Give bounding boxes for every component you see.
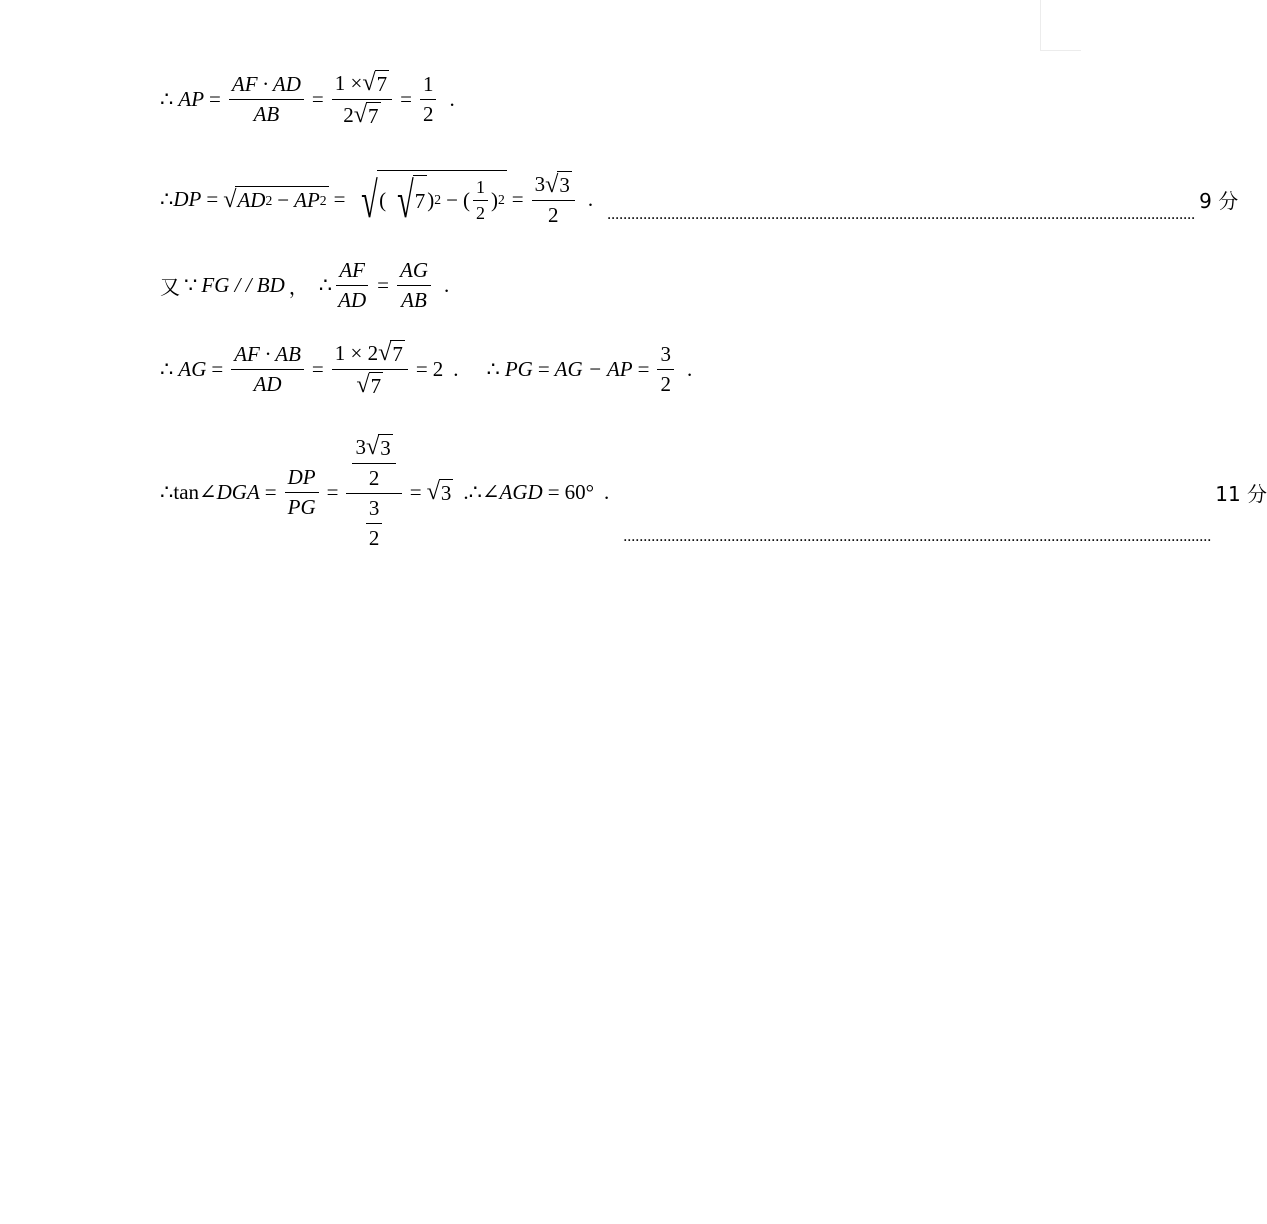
fraction-three-halves: $\frac{3}{2}$ [657, 342, 674, 397]
fraction-denominator: AB [253, 102, 280, 126]
fraction-af-over-ad: $\frac{AF}{AD}$ [338, 258, 367, 312]
therefore-symbol: ∴ [160, 187, 174, 212]
fraction-2root7-over-root7: 1 × 2 √ 7 √ 7 [332, 340, 408, 399]
fraction-numerator: AF · AD [231, 72, 301, 96]
score-11: 11 分 [1215, 482, 1267, 506]
period: . [449, 87, 455, 111]
dot-leader: ................................................................................................................................................... [623, 528, 1212, 545]
period: . [603, 480, 610, 504]
pg-label: PG [504, 357, 533, 381]
equals-sign: = [209, 87, 221, 111]
therefore-symbol: ∴ [318, 273, 333, 297]
fg-parallel-bd: FG / / BD [201, 273, 285, 297]
therefore-symbol: ∴ [160, 480, 174, 504]
equation-ap [160, 70, 1000, 129]
equals-sign: = [326, 480, 339, 504]
fraction-af-ad-over-ab [229, 72, 304, 127]
ag-label: AG [178, 357, 207, 381]
fraction-root7-over-2root7 [332, 70, 392, 129]
therefore-symbol: ∴ [160, 357, 174, 381]
fraction-3root3-over-2: 3 √ 3 2 [532, 171, 575, 228]
sqrt-symbol: √ 7 [362, 69, 388, 97]
angle-value: 60° [564, 480, 594, 504]
equals-sign: = [377, 273, 389, 297]
because-symbol: ∵ [184, 273, 198, 297]
period: . [444, 273, 450, 297]
you-char: 又 [160, 275, 180, 299]
equals-sign: = [311, 357, 324, 381]
angle-dga: ∠DGA [199, 480, 260, 504]
equals-sign: = [333, 187, 346, 212]
equals-sign: = [637, 357, 650, 381]
equals-sign: = [409, 480, 422, 504]
fraction-af-ab-over-ad: $\frac{AF \cdot AB}{AD}$ [231, 342, 304, 397]
sqrt-symbol: √ 7 [353, 101, 379, 129]
tan-fn: tan [173, 480, 200, 504]
equals-sign: = [311, 87, 324, 111]
equals-sign: = [547, 480, 560, 504]
therefore-symbol: ∴ [160, 87, 174, 111]
ag-result: 2 [432, 357, 444, 381]
equals-sign: = [511, 187, 524, 212]
page-corner-mark [1040, 0, 1081, 51]
therefore-symbol: ∴ [468, 480, 482, 504]
equation-dp [160, 170, 1239, 229]
period: . [463, 480, 469, 504]
dot-leader: ................................................................................................................................................... [607, 206, 1196, 224]
equals-sign: = [415, 357, 428, 381]
equals-sign: = [211, 357, 224, 381]
ag-minus-ap: AG − AP [554, 357, 633, 381]
equals-sign: = [206, 187, 219, 212]
therefore-symbol: ∴ [486, 357, 500, 381]
equals-sign: = [537, 357, 550, 381]
sqrt-3: √ 3 [426, 478, 452, 506]
dp-label: DP [173, 187, 202, 212]
fraction-denominator: 2 [343, 103, 354, 127]
fraction-one-half: $\frac{1}{2}$ [420, 72, 437, 127]
fraction-ag-over-ab: $\frac{AG}{AB}$ [397, 258, 431, 313]
fraction-numerator: 1 × [334, 71, 363, 95]
angle-agd: ∠AGD [481, 480, 543, 504]
period: . [686, 357, 693, 381]
comma: ， [288, 275, 309, 299]
fraction-dp-over-pg: $\frac{DP}{PG}$ [285, 465, 319, 520]
equation-fg-parallel [160, 258, 1000, 313]
period: . [453, 357, 459, 381]
equation-ag [160, 340, 1000, 399]
equals-sign: = [400, 87, 412, 111]
period: . [587, 187, 594, 212]
score-9: 9 分 [1199, 189, 1239, 214]
sqrt-ad2-minus-ap2: √ AD 2 − AP 2 [223, 185, 327, 213]
equals-sign: = [264, 480, 277, 504]
equation-tan [160, 433, 1267, 551]
compound-fraction: 3 √ 3 2 $\frac{3}{2}$ [346, 434, 401, 551]
sqrt-expanded: √ ( √ 7 ) 2 − ( $\frac{1}{2}$ ) 2 [361, 171, 505, 228]
ap-label: AP [178, 87, 205, 111]
